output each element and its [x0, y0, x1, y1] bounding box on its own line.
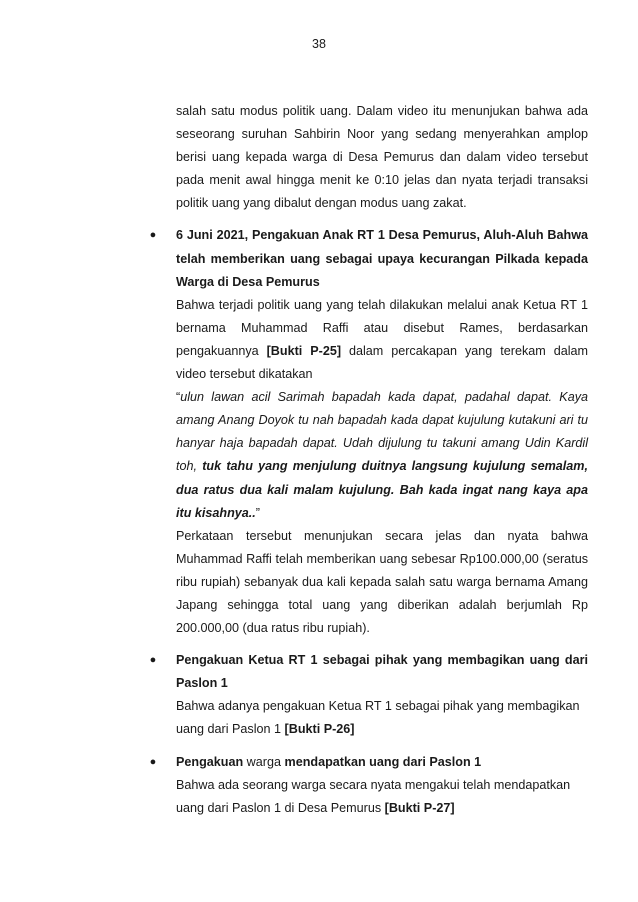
list-item — [149, 224, 588, 640]
list-item — [149, 649, 588, 741]
bullet-icon: ● — [149, 755, 157, 768]
item-heading: 6 Juni 2021, Pengakuan Anak RT 1 Desa Pemurus, Aluh-Aluh Bahwa telah memberikan uang sebagai upaya kecurangan Pilkada kepada Warga di Desa Pemurus — [176, 228, 588, 289]
evidence-ref: [Bukti P-26] — [284, 722, 355, 737]
bullet-icon: ● — [149, 229, 157, 242]
list-item — [149, 751, 588, 820]
document-body — [149, 100, 588, 820]
evidence-ref: [Bukti P-25] — [266, 343, 342, 358]
item-paragraph: Bahwa terjadi politik uang yang telah dilakukan melalui anak Ketua RT 1 bernama Muhammad Raffi atau disebut Rames, berdasarkan pengakuannya [Bukti P-25] dalam percakapan yang terekam dalam video tersebut dikatakan — [176, 297, 588, 382]
quote-paragraph: “ulun lawan acil Sarimah bapadah kada dapat, padahal dapat. Kaya amang Anang Doyok tu nah bapadah kada dapat kujulung kutakuni ari tu hanyar haja bapadah dapat. Udah dijulung tu takuni amang Udin Kardil toh, tuk tahu yang menjulung duitnya langsung kujulung semalam, dua ratus dua kali malam kujulung. Bah kada ingat nang kaya apa itu kisahnya..” — [176, 390, 588, 520]
evidence-ref: [Bukti P-27] — [384, 800, 455, 815]
page-number: 38 — [312, 37, 326, 51]
item-paragraph: Bahwa adanya pengakuan Ketua RT 1 sebagai pihak yang membagikan uang dari Paslon 1 [Bukti P-26] — [176, 699, 580, 737]
bullet-icon: ● — [149, 654, 157, 667]
item-heading: Pengakuan Ketua RT 1 sebagai pihak yang membagikan uang dari Paslon 1 — [176, 653, 588, 691]
item-heading: Pengakuan warga mendapatkan uang dari Paslon 1 — [176, 754, 482, 769]
item-paragraph: Bahwa ada seorang warga secara nyata mengakui telah mendapatkan uang dari Paslon 1 di Desa Pemurus [Bukti P-27] — [176, 777, 571, 815]
intro-paragraph: salah satu modus politik uang. Dalam video itu menunjukan bahwa ada seseorang suruhan Sahbirin Noor yang sedang menyerahkan amplop berisi uang kepada warga di Desa Pemurus dan dalam video tersebut pada menit awal hingga menit ke 0:10 jelas dan nyata terjadi transaksi politik uang yang dibalut dengan modus uang zakat. — [176, 104, 588, 211]
item-paragraph: Perkataan tersebut menunjukan secara jelas dan nyata bahwa Muhammad Raffi telah memberikan uang sebesar Rp100.000,00 (seratus ribu rupiah) sebanyak dua kali kepada salah satu warga bernama Amang Japang sehingga total uang yang diberikan adalah berjumlah Rp 200.000,00 (dua ratus ribu rupiah). — [176, 528, 588, 636]
